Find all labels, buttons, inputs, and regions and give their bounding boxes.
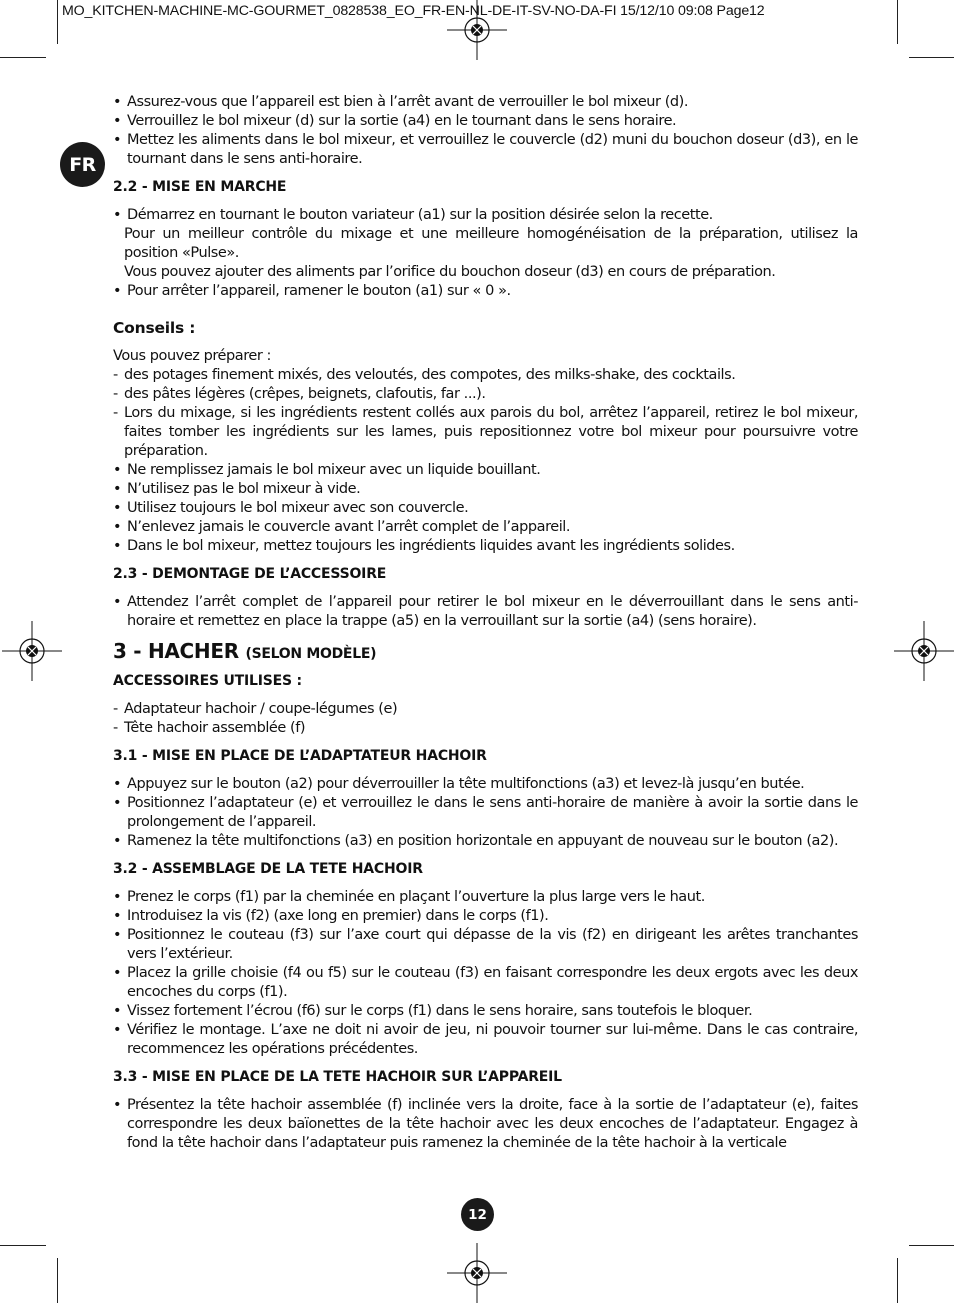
list-item: • Attendez l’arrêt complet de l’appareil pour retirer le bol mixeur en le déverrouillant dans le sens anti-horaire et remettez en place la trappe (a5) en la verrouillant sur la sortie (a4) (sens horaire). bbox=[113, 594, 858, 629]
paragraph: Vous pouvez ajouter des aliments par l’orifice du bouchon doseur (d3) en cours de préparation. bbox=[124, 264, 776, 280]
list-item: • Appuyez sur le bouton (a2) pour déverrouiller la tête multifonctions (a3) et levez-là jusqu’en butée. bbox=[113, 776, 805, 792]
list-item: • Positionnez le couteau (f3) sur l’axe court qui dépasse de la vis (f2) en dirigeant les arêtes tranchantes vers l’extérieur. bbox=[113, 927, 858, 962]
list-item: • Positionnez l’adaptateur (e) et verrouillez le dans le sens anti-horaire de manière à avoir la sortie dans le prolongement de l’appareil. bbox=[113, 795, 858, 830]
registration-mark-icon bbox=[894, 621, 954, 681]
language-badge: FR bbox=[60, 142, 105, 187]
list-item: • Vissez fortement l’écrou (f6) sur le corps (f1) dans le sens horaire, sans toutefois le bloquer. bbox=[113, 1003, 753, 1019]
list-item: • Ne remplissez jamais le bol mixeur avec un liquide bouillant. bbox=[113, 462, 541, 478]
page-number-badge: 12 bbox=[461, 1198, 494, 1231]
list-item: • N’enlevez jamais le couvercle avant l’arrêt complet de l’appareil. bbox=[113, 519, 571, 535]
crop-mark bbox=[909, 1245, 954, 1246]
list-item: - Lors du mixage, si les ingrédients restent collés aux parois du bol, arrêtez l’appareil, retirez le bol mixeur, faites tomber les ingrédients sur les lames, puis repositionnez votre bol mixeur pour poursuivre votre préparation. bbox=[113, 405, 858, 459]
list-item: • N’utilisez pas le bol mixeur à vide. bbox=[113, 481, 361, 497]
accessories-heading: ACCESSOIRES UTILISES : bbox=[113, 673, 302, 689]
crop-mark bbox=[897, 0, 898, 44]
list-item: - des pâtes légères (crêpes, beignets, clafoutis, far ...). bbox=[113, 386, 486, 402]
registration-mark-icon bbox=[2, 621, 62, 681]
list-item: • Dans le bol mixeur, mettez toujours les ingrédients liquides avant les ingrédients solides. bbox=[113, 538, 735, 554]
list-item: • Présentez la tête hachoir assemblée (f) inclinée vers la droite, face à la sortie de l’adaptateur (e), faites correspondre les deux baïonettes de la tête hachoir avec les deux encoches de l’adaptateur. Engagez à fond la tête hachoir dans l’adaptateur puis ramenez la cheminée de la tête hachoir à la verticale bbox=[113, 1097, 858, 1151]
list-item: • Pour arrêter l’appareil, ramener le bouton (a1) sur « 0 ». bbox=[113, 283, 511, 299]
list-item: • Utilisez toujours le bol mixeur avec son couvercle. bbox=[113, 500, 469, 516]
list-item: • Verrouillez le bol mixeur (d) sur la sortie (a4) en le tournant dans le sens horaire. bbox=[113, 113, 677, 129]
list-item: • Assurez-vous que l’appareil est bien à l’arrêt avant de verrouiller le bol mixeur (d). bbox=[113, 94, 689, 110]
list-item: • Prenez le corps (f1) par la cheminée en plaçant l’ouverture la plus large vers le haut. bbox=[113, 889, 705, 905]
crop-mark bbox=[897, 1258, 898, 1303]
file-header: MO_KITCHEN-MACHINE-MC-GOURMET_0828538_EO_FR-EN-NL-DE-IT-SV-NO-DA-FI 15/12/10 09:08 Page12 bbox=[62, 3, 765, 19]
list-item: • Placez la grille choisie (f4 ou f5) sur le couteau (f3) en faisant correspondre les deux ergots avec les deux encoches du corps (f1). bbox=[113, 965, 858, 1000]
paragraph: Vous pouvez préparer : bbox=[113, 348, 271, 364]
list-item: - Adaptateur hachoir / coupe-légumes (e) bbox=[113, 701, 398, 717]
crop-mark bbox=[909, 57, 954, 58]
section-heading-2-2: 2.2 - MISE EN MARCHE bbox=[113, 179, 287, 195]
crop-mark bbox=[0, 1245, 46, 1246]
list-item: - Tête hachoir assemblée (f) bbox=[113, 720, 306, 736]
list-item: • Vérifiez le montage. L’axe ne doit ni avoir de jeu, ni pouvoir tourner sur lui-même. Dans le cas contraire, recommencez les opérations précédentes. bbox=[113, 1022, 858, 1057]
section-heading-3-2: 3.2 - ASSEMBLAGE DE LA TETE HACHOIR bbox=[113, 861, 423, 877]
list-item: • Démarrez en tournant le bouton variateur (a1) sur la position désirée selon la recette. bbox=[113, 207, 713, 223]
list-item: • Introduisez la vis (f2) (axe long en premier) dans le corps (f1). bbox=[113, 908, 549, 924]
crop-mark bbox=[0, 57, 46, 58]
registration-mark-icon bbox=[447, 0, 507, 60]
list-item: - des potages finement mixés, des veloutés, des compotes, des milks-shake, des cocktails. bbox=[113, 367, 736, 383]
crop-mark bbox=[57, 0, 58, 44]
page-content bbox=[113, 93, 858, 1153]
list-item: • Ramenez la tête multifonctions (a3) en position horizontale en appuyant de nouveau sur le bouton (a2). bbox=[113, 833, 839, 849]
crop-mark bbox=[57, 1258, 58, 1303]
conseils-heading: Conseils : bbox=[113, 319, 196, 337]
list-item: • Mettez les aliments dans le bol mixeur, et verrouillez le couvercle (d2) muni du bouchon doseur (d3), en le tournant dans le sens anti-horaire. bbox=[113, 132, 858, 167]
paragraph: Pour un meilleur contrôle du mixage et une meilleure homogénéisation de la préparation, utilisez la position «Pulse». bbox=[124, 226, 858, 261]
section-heading-3-3: 3.3 - MISE EN PLACE DE LA TETE HACHOIR SUR L’APPAREIL bbox=[113, 1069, 562, 1085]
section-heading-3-1: 3.1 - MISE EN PLACE DE L’ADAPTATEUR HACHOIR bbox=[113, 748, 487, 764]
registration-mark-icon bbox=[447, 1243, 507, 1303]
section-heading-3: 3 - HACHER (SELON MODÈLE) bbox=[113, 639, 377, 663]
section-heading-2-3: 2.3 - DEMONTAGE DE L’ACCESSOIRE bbox=[113, 566, 387, 582]
